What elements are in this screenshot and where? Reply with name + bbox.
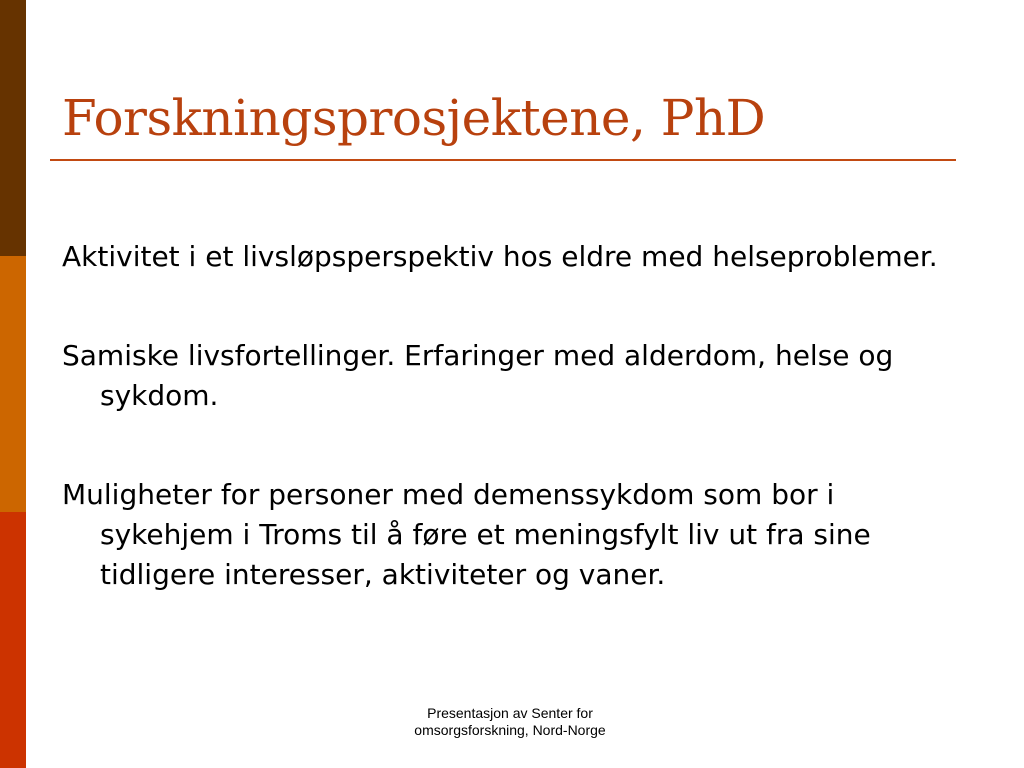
footer-line-2: omsorgsforskning, Nord-Norge [414,722,606,738]
side-bar-segment-top [0,0,26,256]
footer-line-1: Presentasjon av Senter for [427,705,593,721]
bullet-list [62,237,942,654]
side-color-bar [0,0,26,768]
bullet-item: Muligheter for personer med demenssykdom som bor i sykehjem i Troms til å føre et meningsfylt liv ut fra sine tidligere interesser, aktiviteter og vaner. [62,478,871,591]
slide-title: Forskningsprosjektene, PhD [62,89,766,147]
bullet-item: Aktivitet i et livsløpsperspektiv hos eldre med helseproblemer. [62,240,938,273]
slide-footer [380,705,640,739]
bullet-item: Samiske livsfortellinger. Erfaringer med alderdom, helse og sykdom. [62,339,894,412]
side-bar-segment-middle [0,256,26,512]
title-underline [50,159,956,161]
side-bar-segment-bottom [0,512,26,768]
